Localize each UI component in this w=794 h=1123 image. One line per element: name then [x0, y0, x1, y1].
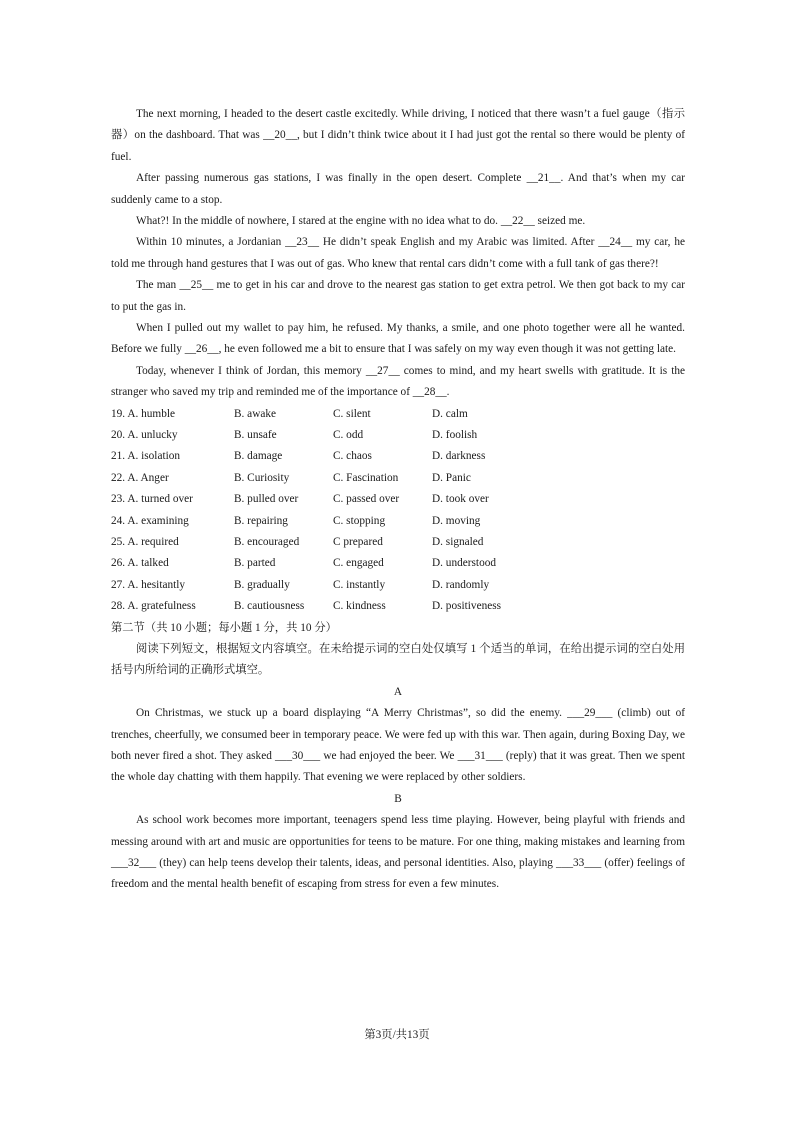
passage-a-label: A [393, 685, 403, 698]
option-b: B. encouraged [234, 536, 300, 549]
option-row [111, 468, 685, 489]
option-row [111, 532, 685, 553]
option-a: 19. A. humble [111, 407, 176, 420]
passage-paragraph: Today, whenever I think of Jordan, this memory __27__ comes to mind, and my heart swells with gratitude. It is the stranger who saved my trip and reminded me of the importance of __28__. [111, 364, 685, 399]
option-a: 25. A. required [111, 536, 179, 549]
option-d: D. took over [432, 493, 489, 506]
option-a: 28. A. gratefulness [111, 600, 196, 613]
page-number: 第3页/共13页 [364, 1029, 430, 1041]
options-list [111, 404, 685, 618]
passage-b-label: B [394, 792, 402, 805]
option-d: D. calm [432, 407, 468, 420]
option-c: C. kindness [333, 600, 386, 613]
option-c: C. instantly [333, 578, 386, 591]
option-c: C. silent [333, 407, 371, 420]
option-d: D. Panic [432, 471, 471, 484]
option-b: B. repairing [234, 514, 288, 527]
option-b: B. cautiousness [234, 600, 305, 613]
option-row [111, 553, 685, 574]
option-a: 23. A. turned over [111, 493, 193, 506]
option-d: D. positiveness [432, 600, 502, 613]
passage-paragraph: Within 10 minutes, a Jordanian __23__ He didn’t speak English and my Arabic was limited. After __24__ my car, he told me through hand gestures that I was out of gas. Who knew that rental cars didn’t come with a full tank of gas there?! [111, 236, 685, 270]
option-row [111, 446, 685, 467]
option-c: C. Fascination [333, 471, 399, 484]
passage-a-text: On Christmas, we stuck up a board displaying “A Merry Christmas”, so did the enemy. ___29___ (climb) out of trenches, cheerfully, we consumed beer in temporary peace. We were fed up with this war. Then again, during Boxing Day, we both never fired a shot. They asked ___30___ we had enjoyed the beer. We ___31___ (reply) that it was great. Then we spent the whole day chatting with them happily. That evening we were replaced by other soldiers. [111, 707, 685, 784]
option-row [111, 425, 685, 446]
passage-paragraph: After passing numerous gas stations, I was finally in the open desert. Complete __21__. And that’s when my car suddenly came to a stop. [111, 172, 685, 206]
option-a: 21. A. isolation [111, 450, 181, 463]
option-a: 27. A. hesitantly [111, 578, 186, 591]
option-d: D. darkness [432, 450, 486, 463]
option-b: B. parted [234, 557, 276, 570]
passage-paragraph: The next morning, I headed to the desert castle excitedly. While driving, I noticed that there wasn’t a fuel gauge（指示器）on the dashboard. That was __20__, but I didn’t think twice about it I had just got the rental so there would be plenty of fuel. [111, 108, 685, 163]
option-a: 24. A. examining [111, 514, 189, 527]
option-d: D. understood [432, 557, 497, 570]
option-b: B. pulled over [234, 493, 299, 506]
option-row [111, 489, 685, 510]
passage-paragraph: When I pulled out my wallet to pay him, he refused. My thanks, a smile, and one photo together were all he wanted. Before we fully __26__, he even followed me a bit to ensure that I was safely on my way even though it was not getting late. [111, 322, 685, 356]
option-c: C prepared [333, 536, 383, 549]
option-c: C. passed over [333, 493, 400, 506]
option-row [111, 575, 685, 596]
option-row [111, 596, 685, 617]
option-c: C. engaged [333, 557, 384, 570]
option-d: D. moving [432, 514, 481, 527]
option-c: C. stopping [333, 514, 386, 527]
page-content [111, 104, 685, 896]
option-b: B. Curiosity [234, 471, 290, 484]
option-b: B. unsafe [234, 429, 277, 442]
option-b: B. damage [234, 450, 283, 463]
option-b: B. awake [234, 407, 277, 420]
option-d: D. signaled [432, 536, 484, 549]
section-instruction: 阅读下列短文，根据短文内容填空。在未给提示词的空白处仅填写 1 个适当的单词，在给出提示词的空白处用括号内所给词的正确形式填空。 [111, 643, 685, 677]
option-row [111, 404, 685, 425]
option-a: 26. A. talked [111, 557, 169, 570]
option-a: 22. A. Anger [111, 471, 169, 484]
option-c: C. odd [333, 429, 364, 442]
option-d: D. randomly [432, 578, 490, 591]
passage-b-text: As school work becomes more important, teenagers spend less time playing. However, being playful with friends and messing around with art and music are opportunities for teens to be mature. For one thing, making mistakes and learning from ___32___ (they) can help teens develop their talents, ideas, and personal identities. Also, playing ___33___ (offer) feelings of freedom and the mental health benefit of escaping from stress for even a few minutes. [111, 814, 685, 891]
option-d: D. foolish [432, 429, 478, 442]
option-row [111, 511, 685, 532]
option-c: C. chaos [333, 450, 372, 463]
section-heading: 第二节（共 10 小题；每小题 1 分，共 10 分） [111, 621, 337, 634]
option-b: B. gradually [234, 578, 290, 591]
passage-paragraph: The man __25__ me to get in his car and drove to the nearest gas station to get extra petrol. We then got back to my car to put the gas in. [111, 279, 685, 313]
passage-paragraph: What?! In the middle of nowhere, I stared at the engine with no idea what to do. __22__ seized me. [136, 215, 586, 228]
option-a: 20. A. unlucky [111, 429, 178, 442]
